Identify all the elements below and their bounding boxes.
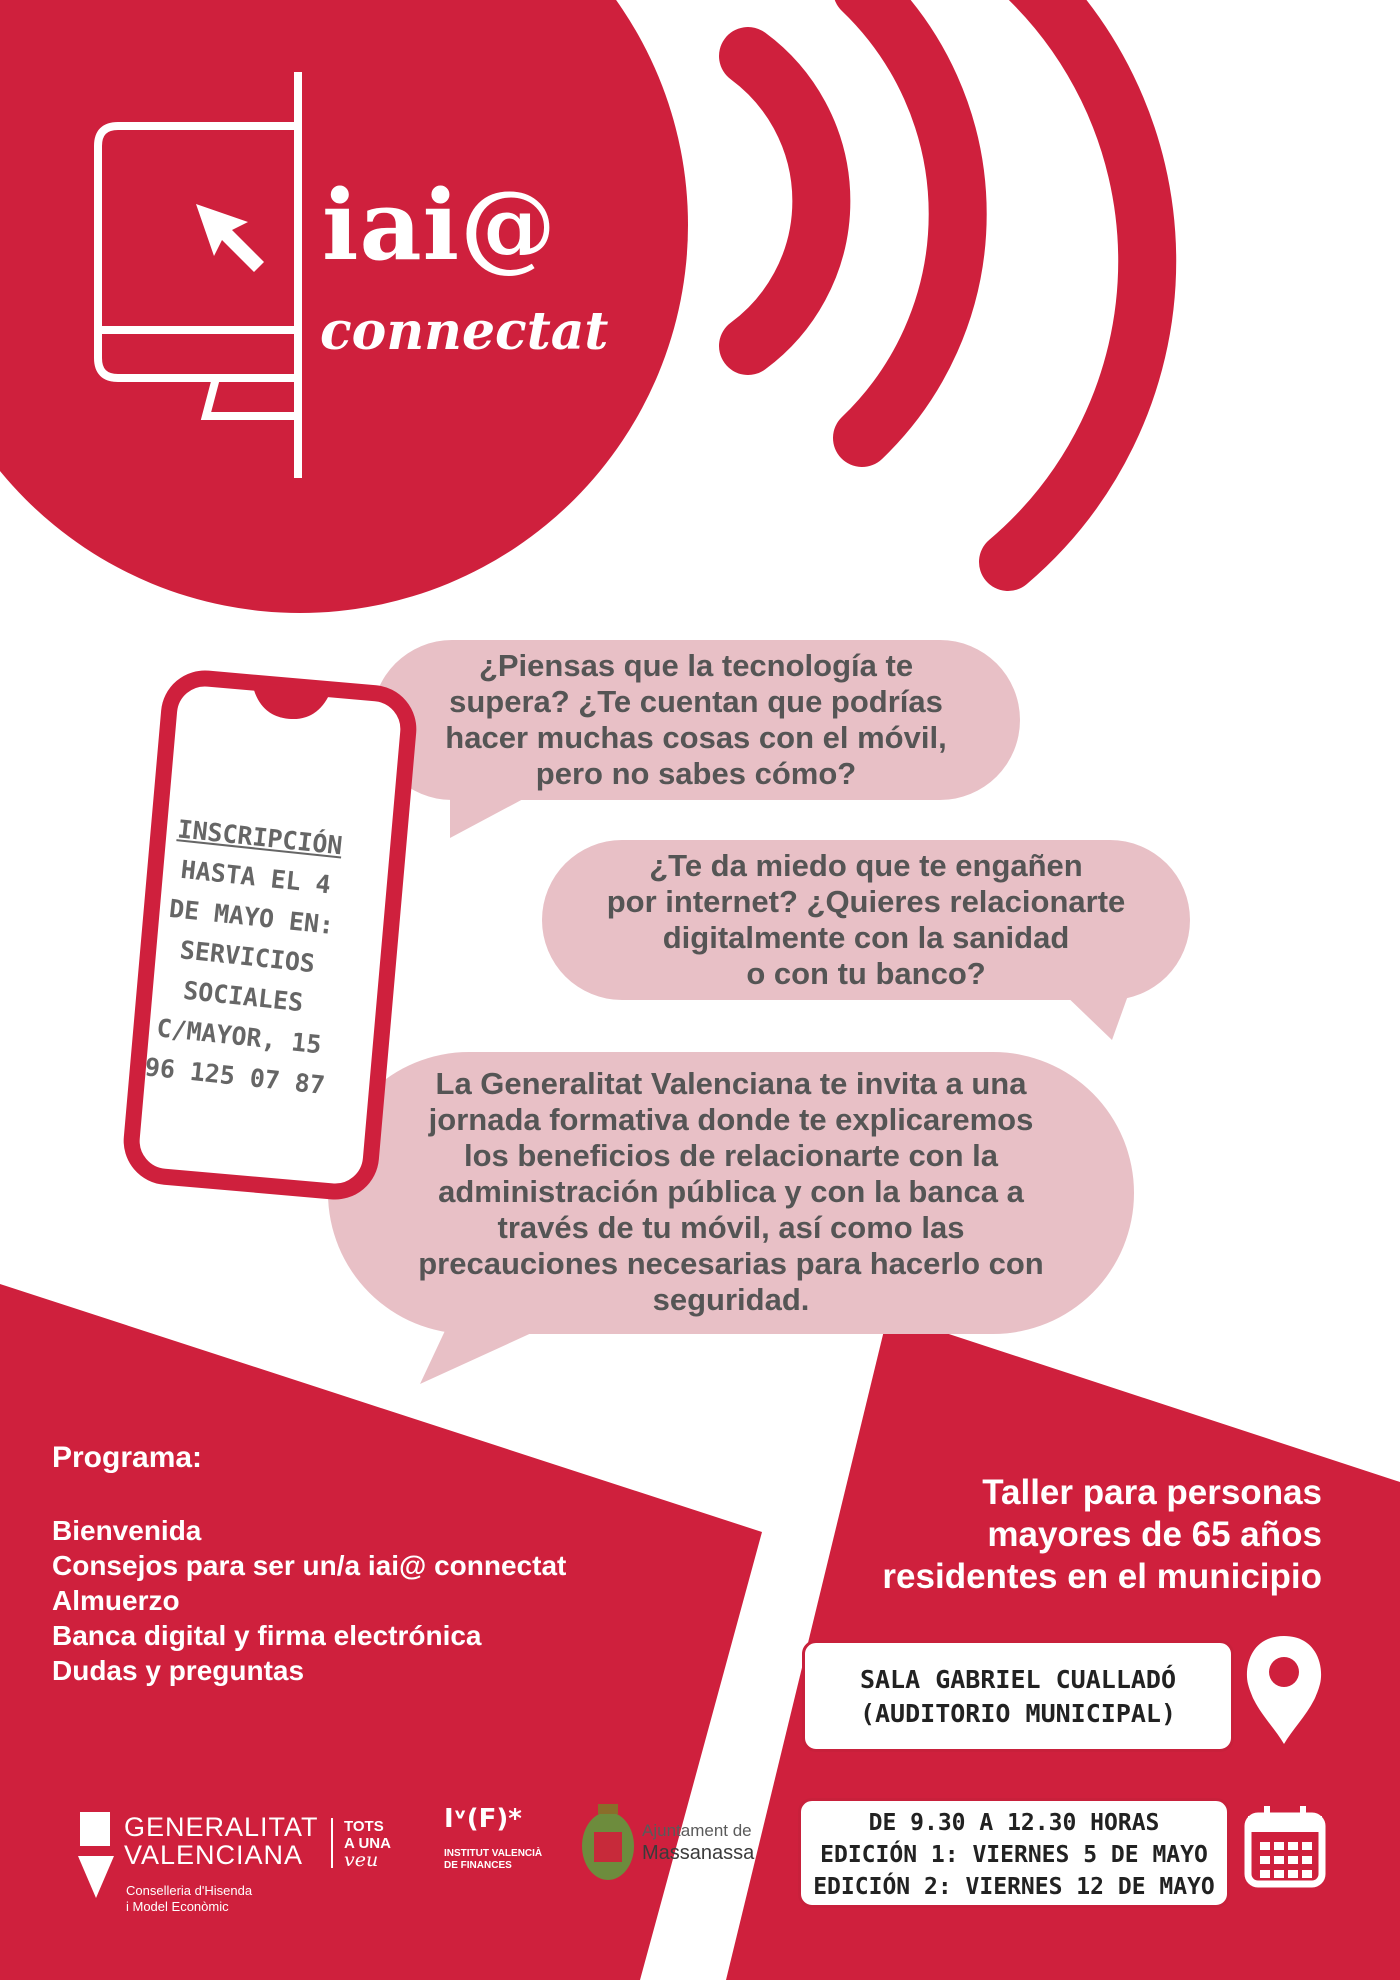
registration-phone: 96 125 07 87 xyxy=(143,1052,327,1100)
logo-subtitle: connectat xyxy=(320,301,609,362)
list-item: Consejos para ser un/a iai@ connectat xyxy=(52,1550,567,1581)
bubble-text-3: La Generalitat Valenciana te invita a una jornada formativa donde te explicaremos los beneficios de relacionarte con la administración pública y con la banca a través de tu móvil, así como las precauciones necesarias para hacerlo con seguridad. xyxy=(418,1066,1044,1317)
registration-line: SERVICIOS xyxy=(178,935,317,979)
registration-line: DE MAYO EN: xyxy=(167,893,336,941)
program-title: Programa: xyxy=(52,1441,203,1474)
list-item: Banca digital y firma electrónica xyxy=(52,1620,482,1651)
list-item: Almuerzo xyxy=(52,1585,180,1616)
logo-title: iai@ xyxy=(322,169,558,282)
bubble-text-2: ¿Te da miedo que te engañen por internet? ¿Quieres relacionarte digitalmente con la sanidad o con tu banco? xyxy=(606,848,1126,991)
conselleria-text: Conselleria d'Hisenda i Model Econòmic xyxy=(126,1883,253,1914)
schedule-hours: DE 9.30 A 12.30 HORAS xyxy=(868,1810,1160,1836)
tots-a-una-veu-logo: TOTS A UNA veu xyxy=(344,1818,391,1871)
massanassa-logo-line2: Massanassa xyxy=(642,1842,755,1864)
registration-heading: INSCRIPCIÓN xyxy=(176,814,344,861)
program-list xyxy=(52,1513,692,1688)
wifi-arcs-icon xyxy=(748,0,1147,562)
registration-line: SOCIALES xyxy=(181,975,305,1018)
venue-detail: (AUDITORIO MUNICIPAL) xyxy=(859,1699,1177,1728)
schedule-edition-2: EDICIÓN 2: VIERNES 12 DE MAYO xyxy=(813,1874,1215,1900)
massanassa-logo-line1: Ajuntament de xyxy=(642,1821,752,1840)
generalitat-logo-text: GENERALITAT VALENCIANA xyxy=(124,1812,319,1870)
list-item: Bienvenida xyxy=(52,1515,202,1546)
registration-address: C/MAYOR, 15 xyxy=(155,1013,323,1060)
bubble-text-1: ¿Piensas que la tecnología te supera? ¿Te cuentan que podrías hacer muchas cosas con el móvil, pero no sabes cómo? xyxy=(445,648,947,791)
venue-name: SALA GABRIEL CUALLADÓ xyxy=(859,1665,1177,1694)
registration-line: HASTA EL 4 xyxy=(179,854,333,900)
ivf-logo-mark: Iᵛ(F)* xyxy=(444,1804,522,1834)
venue-box xyxy=(802,1640,1234,1752)
registration-info xyxy=(84,802,412,1112)
schedule-box xyxy=(798,1798,1230,1908)
schedule-edition-1: EDICIÓN 1: VIERNES 5 DE MAYO xyxy=(820,1842,1208,1868)
list-item: Dudas y preguntas xyxy=(52,1655,305,1686)
ivf-logo-text: INSTITUT VALENCIÀ DE FINANCES xyxy=(444,1848,543,1871)
workshop-audience: Taller para personas mayores de 65 años residentes en el municipio xyxy=(882,1473,1322,1596)
